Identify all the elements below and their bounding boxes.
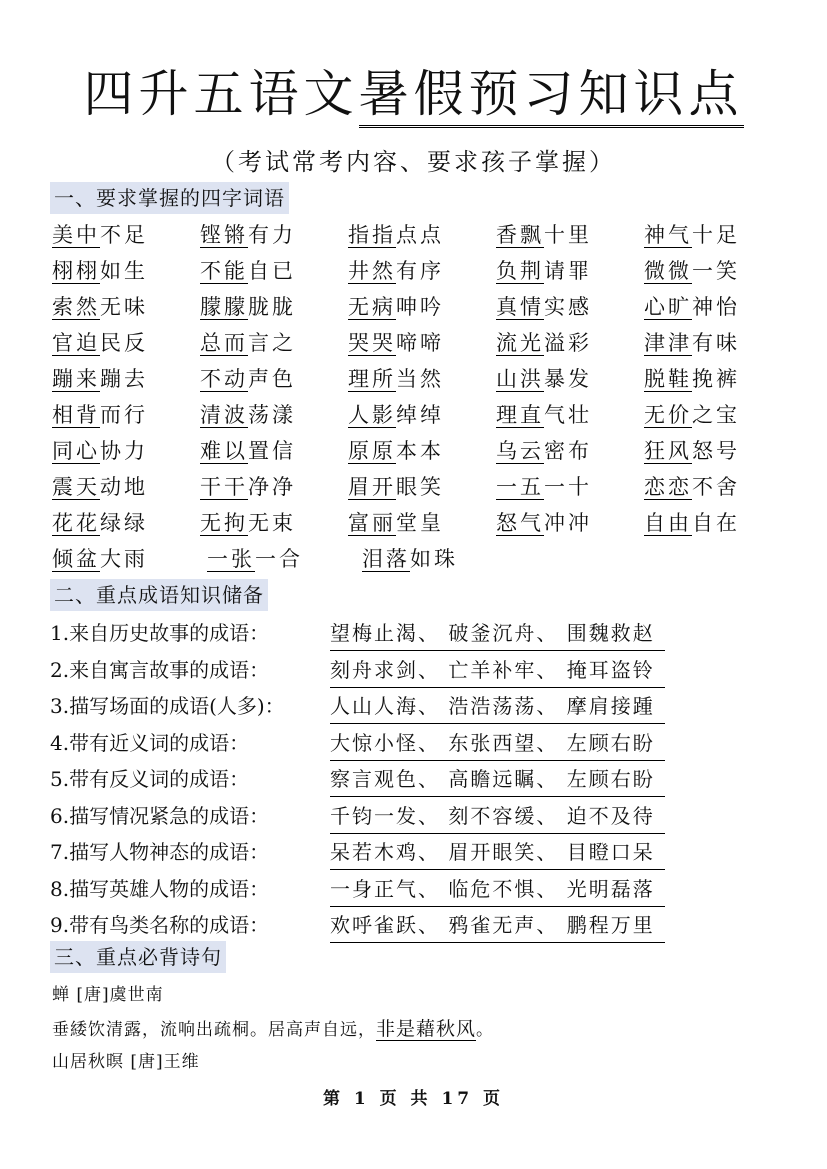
- idiom-item: [207, 542, 362, 578]
- category-row: [50, 616, 770, 653]
- idiom-item: [348, 290, 496, 326]
- idiom-row: [52, 254, 792, 290]
- idiom-item: [52, 254, 200, 290]
- category-row: [50, 835, 770, 872]
- idiom-underlined: 不动: [200, 367, 248, 391]
- idiom-underlined: 官迫: [52, 331, 100, 355]
- idiom-plain: 不足: [100, 223, 148, 247]
- idiom-item: [496, 470, 644, 506]
- poem2-title: 山居秋暝 [唐]王维: [52, 1052, 200, 1072]
- idiom-plain: 怒号: [692, 439, 740, 463]
- idiom-row: [52, 398, 792, 434]
- idiom-item: [52, 326, 200, 362]
- page-title: [84, 62, 744, 126]
- idiom-plain: 堂皇: [396, 511, 444, 535]
- idiom-row: [52, 218, 792, 254]
- idiom-plain: 绿绿: [100, 511, 148, 535]
- idiom-underlined: 栩栩: [52, 259, 100, 283]
- category-idioms: 大惊小怪、 东张西望、 左顾右盼: [330, 726, 665, 761]
- idiom-item: [348, 434, 496, 470]
- poem1-line-start: 垂緌饮清露，流响出疏桐。居高声自远，: [52, 1020, 376, 1040]
- idiom-item: [496, 506, 644, 542]
- idiom-underlined: 微微: [644, 259, 692, 283]
- idiom-underlined: 富丽: [348, 511, 396, 535]
- idiom-item: [200, 506, 348, 542]
- idiom-plain: 请罪: [544, 259, 592, 283]
- category-idioms: 欢呼雀跃、 鸦雀无声、 鹏程万里: [330, 908, 665, 943]
- idiom-plain: 点点: [396, 223, 444, 247]
- idiom-plain: 之宝: [692, 403, 740, 427]
- idiom-plain: 蹦去: [100, 367, 148, 391]
- idiom-underlined: 井然: [348, 259, 396, 283]
- idiom-item: [644, 290, 792, 326]
- idiom-plain: 有力: [248, 223, 296, 247]
- idiom-plain: 协力: [100, 439, 148, 463]
- idiom-item: [496, 362, 644, 398]
- idiom-underlined: 负荆: [496, 259, 544, 283]
- section3-heading: 三、重点必背诗句: [50, 941, 226, 973]
- idiom-underlined: 无价: [644, 403, 692, 427]
- idiom-underlined: 朦朦: [200, 295, 248, 319]
- idiom-plain: 密布: [544, 439, 592, 463]
- category-idioms: 察言观色、 高瞻远瞩、 左顾右盼: [330, 762, 665, 797]
- idiom-underlined: 蹦来: [52, 367, 100, 391]
- idiom-item: [644, 362, 792, 398]
- idiom-underlined: 无病: [348, 295, 396, 319]
- category-idioms: 望梅止渴、 破釜沉舟、 围魏救赵: [330, 616, 665, 651]
- idiom-plain: 有序: [396, 259, 444, 283]
- idiom-plain: 自已: [248, 259, 296, 283]
- idiom-plain: 十里: [544, 223, 592, 247]
- idiom-item: [52, 434, 200, 470]
- idiom-plain: 一合: [255, 547, 303, 571]
- idiom-underlined: 美中: [52, 223, 100, 247]
- idiom-plain: 声色: [248, 367, 296, 391]
- idiom-plain: 神怡: [692, 295, 740, 319]
- category-idioms: 千钧一发、 刻不容缓、 迫不及待: [330, 799, 665, 834]
- idiom-grid: [52, 218, 792, 578]
- idiom-item: [644, 398, 792, 434]
- subtitle: （考试常考内容、要求孩子掌握）: [211, 148, 616, 176]
- idiom-underlined: 流光: [496, 331, 544, 355]
- idiom-underlined: 理直: [496, 403, 544, 427]
- idiom-plain: 溢彩: [544, 331, 592, 355]
- idiom-underlined: 泪落: [362, 547, 410, 571]
- idiom-item: [644, 434, 792, 470]
- idiom-item: [644, 218, 792, 254]
- category-label: 7.描写人物神态的成语：: [50, 840, 270, 864]
- idiom-item: [348, 362, 496, 398]
- idiom-underlined: 乌云: [496, 439, 544, 463]
- idiom-plain: 有味: [692, 331, 740, 355]
- idiom-item: [200, 326, 348, 362]
- category-label: 3.描写场面的成语(人多)：: [50, 694, 285, 718]
- idiom-underlined: 花花: [52, 511, 100, 535]
- idiom-plain: 无味: [100, 295, 148, 319]
- idiom-underlined: 山洪: [496, 367, 544, 391]
- category-row: [50, 726, 770, 763]
- idiom-item: [200, 470, 348, 506]
- idiom-item: [362, 542, 517, 578]
- idiom-item: [496, 398, 644, 434]
- idiom-plain: 暴发: [544, 367, 592, 391]
- category-idioms: 呆若木鸡、 眉开眼笑、 目瞪口呆: [330, 835, 665, 870]
- category-label: 4.带有近义词的成语：: [50, 730, 250, 755]
- idiom-item: [52, 542, 207, 578]
- idiom-item: [348, 398, 496, 434]
- idiom-plain: 自在: [692, 511, 740, 535]
- title-part2: 暑假预习知识点: [359, 65, 744, 128]
- category-idioms: 一身正气、 临危不惧、 光明磊落: [330, 872, 665, 907]
- idiom-item: [496, 254, 644, 290]
- idiom-item: [200, 290, 348, 326]
- category-row: [50, 908, 770, 945]
- idiom-underlined: 震天: [52, 475, 100, 499]
- idiom-row: [52, 326, 792, 362]
- idiom-plain: 十足: [692, 223, 740, 247]
- idiom-underlined: 狂风: [644, 439, 692, 463]
- idiom-underlined: 铿锵: [200, 223, 248, 247]
- idiom-plain: 气壮: [544, 403, 592, 427]
- idiom-plain: 啼啼: [396, 331, 444, 355]
- idiom-underlined: 津津: [644, 331, 692, 355]
- idiom-plain: 如珠: [410, 547, 458, 571]
- category-idioms: 人山人海、 浩浩荡荡、 摩肩接踵: [330, 689, 665, 724]
- category-label: 8.描写英雄人物的成语：: [50, 876, 270, 901]
- page-footer: 第 1 页 共 17 页: [322, 1089, 505, 1109]
- category-idioms: 刻舟求剑、 亡羊补牢、 掩耳盗铃: [330, 653, 665, 688]
- idiom-plain: 胧胧: [248, 295, 296, 319]
- idiom-underlined: 索然: [52, 295, 100, 319]
- idiom-item: [200, 434, 348, 470]
- idiom-underlined: 倾盆: [52, 547, 100, 571]
- idiom-plain: 无束: [248, 511, 296, 535]
- category-row: [50, 872, 770, 909]
- idiom-item: [644, 470, 792, 506]
- idiom-item: [496, 290, 644, 326]
- idiom-underlined: 神气: [644, 223, 692, 247]
- poem1-line-end: 。: [476, 1020, 495, 1040]
- section1-heading: 一、要求掌握的四字词语: [50, 182, 289, 214]
- category-label: 9.带有鸟类名称的成语：: [50, 913, 270, 937]
- idiom-plain: 荡漾: [248, 403, 296, 427]
- idiom-item: [348, 254, 496, 290]
- category-row: [50, 799, 770, 836]
- idiom-row: [52, 434, 792, 470]
- idiom-underlined: 一张: [207, 547, 255, 571]
- idiom-row: [52, 506, 792, 542]
- title-wrap: [0, 62, 827, 126]
- idiom-underlined: 理所: [348, 367, 396, 391]
- idiom-underlined: 指指: [348, 223, 396, 247]
- title-part1: 四升五语文: [83, 65, 359, 123]
- category-label: 2.来自寓言故事的成语：: [50, 657, 270, 682]
- idiom-plain: 动地: [100, 475, 148, 499]
- idiom-underlined: 人影: [348, 403, 396, 427]
- category-row: [50, 762, 770, 799]
- idiom-underlined: 真情: [496, 295, 544, 319]
- idiom-item: [348, 326, 496, 362]
- idiom-item: [496, 326, 644, 362]
- idiom-underlined: 相背: [52, 403, 100, 427]
- idiom-underlined: 干干: [200, 475, 248, 499]
- idiom-category-list: [50, 616, 770, 945]
- idiom-underlined: 怒气: [496, 511, 544, 535]
- idiom-item: [52, 290, 200, 326]
- poem1-line-underlined: 非是藉秋风: [376, 1018, 477, 1040]
- idiom-underlined: 不能: [200, 259, 248, 283]
- idiom-plain: 冲冲: [544, 511, 592, 535]
- idiom-row: [52, 362, 792, 398]
- section2-heading: 二、重点成语知识储备: [50, 579, 268, 611]
- idiom-item: [496, 218, 644, 254]
- idiom-underlined: 脱鞋: [644, 367, 692, 391]
- idiom-plain: 置信: [248, 439, 296, 463]
- idiom-underlined: 原原: [348, 439, 396, 463]
- idiom-row: [52, 542, 792, 578]
- idiom-item: [496, 434, 644, 470]
- idiom-plain: 实感: [544, 295, 592, 319]
- idiom-row: [52, 290, 792, 326]
- idiom-item: [200, 362, 348, 398]
- idiom-underlined: 一五: [496, 475, 544, 499]
- idiom-item: [644, 254, 792, 290]
- poem1-title: 蝉 [唐]虞世南: [52, 985, 164, 1005]
- idiom-plain: 民反: [100, 331, 148, 355]
- idiom-underlined: 无拘: [200, 511, 248, 535]
- category-row: [50, 653, 770, 690]
- idiom-underlined: 香飘: [496, 223, 544, 247]
- idiom-underlined: 眉开: [348, 475, 396, 499]
- idiom-underlined: 总而: [200, 331, 248, 355]
- idiom-item: [52, 218, 200, 254]
- idiom-plain: 不舍: [692, 475, 740, 499]
- idiom-item: [52, 506, 200, 542]
- idiom-underlined: 心旷: [644, 295, 692, 319]
- idiom-underlined: 清波: [200, 403, 248, 427]
- idiom-plain: 一笑: [692, 259, 740, 283]
- poem1-line: [52, 1014, 494, 1041]
- category-label: 6.描写情况紧急的成语：: [50, 803, 270, 828]
- idiom-item: [200, 254, 348, 290]
- idiom-row: [52, 470, 792, 506]
- idiom-item: [200, 398, 348, 434]
- idiom-item: [52, 398, 200, 434]
- idiom-plain: 本本: [396, 439, 444, 463]
- idiom-plain: 眼笑: [396, 475, 444, 499]
- idiom-item: [52, 362, 200, 398]
- idiom-underlined: 恋恋: [644, 475, 692, 499]
- idiom-underlined: 自由: [644, 511, 692, 535]
- idiom-underlined: 哭哭: [348, 331, 396, 355]
- idiom-plain: 挽裤: [692, 367, 740, 391]
- idiom-plain: 大雨: [100, 547, 148, 571]
- idiom-plain: 而行: [100, 403, 148, 427]
- category-label: 1.来自历史故事的成语：: [50, 621, 270, 645]
- idiom-item: [348, 506, 496, 542]
- idiom-plain: 当然: [396, 367, 444, 391]
- idiom-item: [200, 218, 348, 254]
- idiom-underlined: 难以: [200, 439, 248, 463]
- idiom-plain: 如生: [100, 259, 148, 283]
- idiom-item: [348, 470, 496, 506]
- idiom-plain: 净净: [248, 475, 296, 499]
- idiom-item: [644, 506, 792, 542]
- idiom-underlined: 同心: [52, 439, 100, 463]
- idiom-item: [348, 218, 496, 254]
- idiom-plain: 呻吟: [396, 295, 444, 319]
- idiom-item: [52, 470, 200, 506]
- idiom-plain: 绰绰: [396, 403, 444, 427]
- idiom-item: [644, 326, 792, 362]
- idiom-plain: 言之: [248, 331, 296, 355]
- idiom-plain: 一十: [544, 475, 592, 499]
- category-row: [50, 689, 770, 726]
- category-label: 5.带有反义词的成语：: [50, 767, 250, 791]
